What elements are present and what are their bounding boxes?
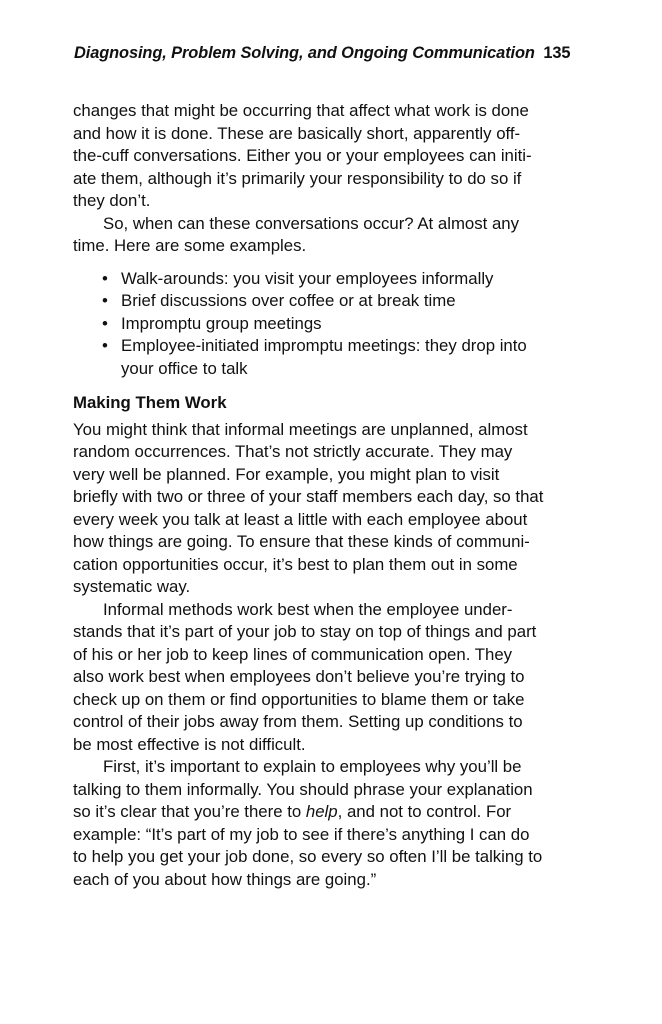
emphasis-help: help [305, 802, 338, 821]
text-segment: so it’s clear that you’re there to [73, 802, 306, 821]
text-line: to help you get your job done, so every so often I’ll be talking to [73, 847, 543, 866]
text-line: time. Here are some examples. [73, 236, 307, 255]
text-line: First, it’s important to explain to employees why you’ll be [103, 757, 522, 776]
bullet-marker: • [102, 313, 108, 333]
list-item [73, 313, 593, 336]
section-heading: Making Them Work [73, 393, 227, 412]
list-item [73, 268, 593, 291]
text-line: check up on them or find opportunities to blame them or take [73, 689, 525, 709]
text-line: So, when can these conversations occur? At almost any [103, 213, 520, 233]
text-line: each of you about how things are going.” [73, 869, 377, 889]
text-line: You might think that informal meetings are unplanned, almost [73, 419, 528, 439]
text-line: cation opportunities occur, it’s best to plan them out in some [73, 554, 518, 574]
text-line: be most effective is not difficult. [73, 734, 306, 754]
list-item-text: Walk-arounds: you visit your employees informally [121, 268, 494, 288]
text-line: example: “It’s part of my job to see if there’s anything I can do [73, 824, 530, 844]
bullet-marker: • [102, 336, 108, 355]
text-line [73, 801, 593, 824]
text-line: and how it is done. These are basically short, apparently off- [73, 123, 521, 143]
paragraph-planning [73, 419, 593, 599]
paragraph-explain-first [73, 756, 593, 891]
text-line: every week you talk at least a little with each employee about [73, 509, 528, 529]
bullet-marker: • [102, 268, 108, 288]
text-line: briefly with two or three of your staff members each day, so that [73, 487, 544, 506]
text-segment: , and not to control. For [337, 802, 512, 821]
list-item [73, 290, 593, 313]
paragraph-continuation [73, 100, 593, 213]
text-line: the-cuff conversations. Either you or your employees can initi- [73, 146, 532, 165]
running-header [74, 42, 590, 64]
text-line: Informal methods work best when the employee under- [103, 599, 513, 619]
text-line: random occurrences. That’s not strictly accurate. They may [73, 442, 513, 461]
text-line: talking to them informally. You should phrase your explanation [73, 779, 533, 799]
text-line: stands that it’s part of your job to stay on top of things and part [73, 622, 537, 641]
bullet-list [73, 268, 593, 381]
list-item-text: Impromptu group meetings [121, 313, 322, 333]
paragraph-examples-intro [73, 213, 593, 258]
text-line: also work best when employees don’t believe you’re trying to [73, 667, 525, 686]
text-line: how things are going. To ensure that these kinds of communi- [73, 532, 530, 551]
text-line: control of their jobs away from them. Setting up conditions to [73, 712, 523, 731]
list-item-text: Employee-initiated impromptu meetings: they drop into [121, 336, 527, 355]
text-line: changes that might be occurring that affect what work is done [73, 101, 529, 120]
list-item [73, 335, 593, 380]
text-line: systematic way. [73, 577, 191, 596]
list-item-text: your office to talk [121, 358, 248, 378]
header-title: Diagnosing, Problem Solving, and Ongoing Communication [74, 44, 535, 62]
bullet-marker: • [102, 291, 108, 310]
text-line: ate them, although it’s primarily your responsibility to do so if [73, 168, 522, 188]
paragraph-informal-methods [73, 599, 593, 757]
list-item-text: Brief discussions over coffee or at break time [121, 291, 456, 310]
page-number: 135 [543, 44, 571, 62]
body-text [73, 100, 593, 891]
text-line: very well be planned. For example, you might plan to visit [73, 464, 500, 484]
text-line: they don’t. [73, 191, 151, 210]
text-line: of his or her job to keep lines of communication open. They [73, 644, 513, 664]
